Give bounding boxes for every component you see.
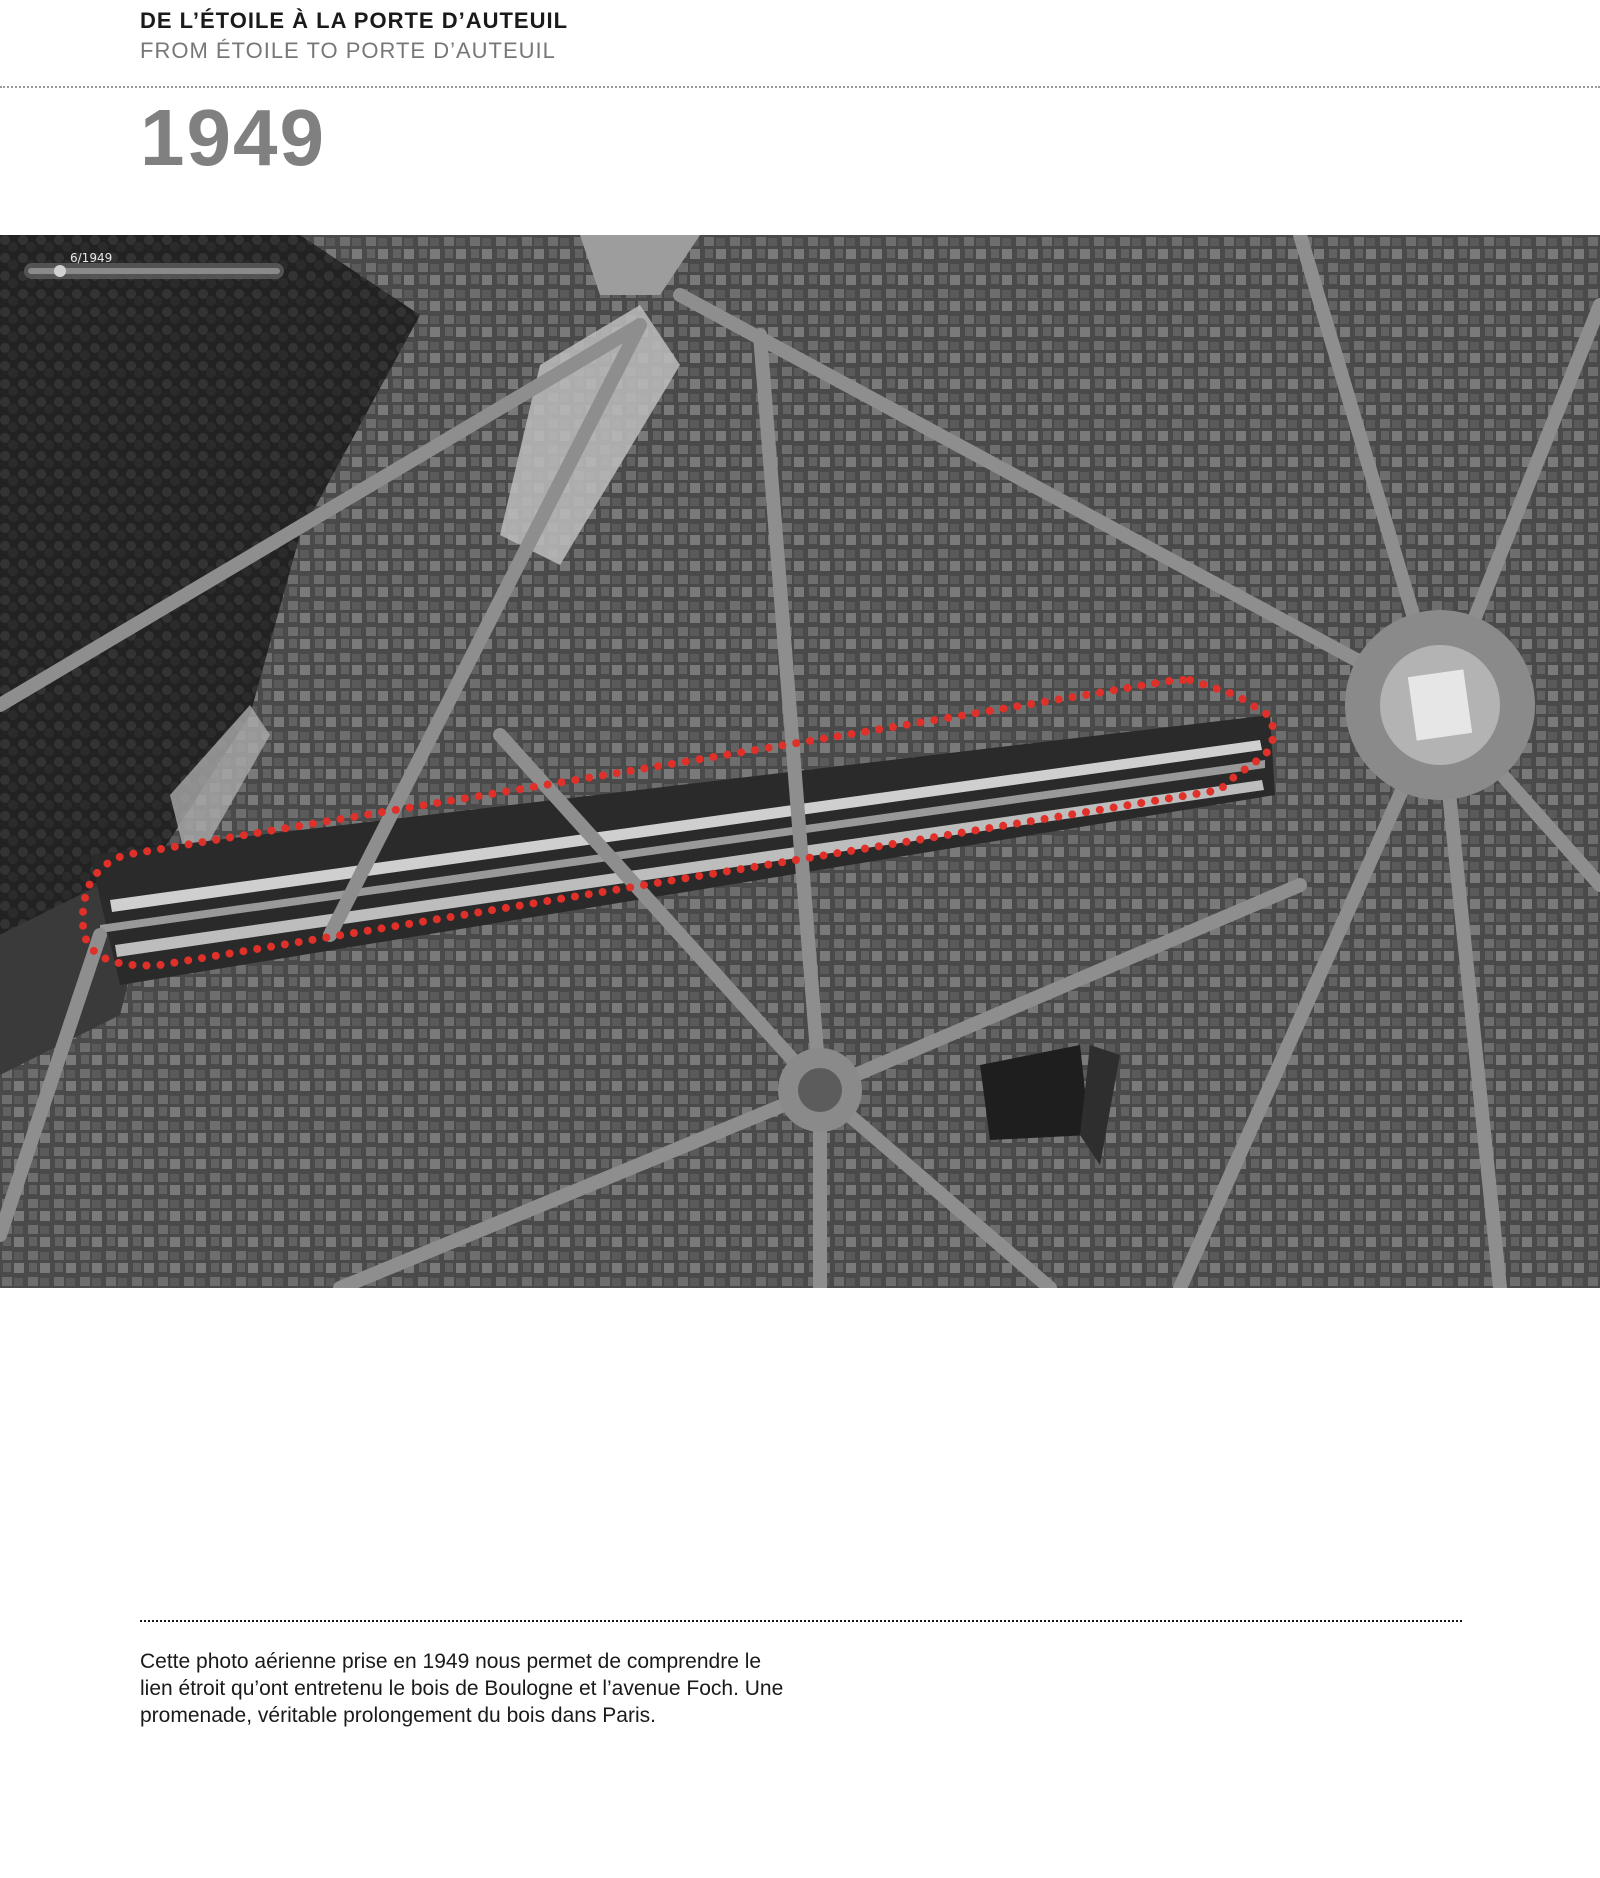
dotted-divider-top bbox=[0, 86, 1600, 88]
title-english: FROM ÉTOILE TO PORTE D’AUTEUIL bbox=[140, 38, 556, 63]
timeline-label: 6/1949 bbox=[70, 251, 113, 265]
caption-text: Cette photo aérienne prise en 1949 nous permet de comprendre le lien étroit qu’ont entretenu le bois de Boulogne et l’avenue Foch. Une promenade, véritable prolongement du bois dans Paris. bbox=[140, 1650, 784, 1727]
year-heading: 1949 bbox=[140, 93, 326, 182]
dotted-divider-bottom bbox=[140, 1620, 1462, 1622]
aerial-photo bbox=[0, 235, 1600, 1288]
timeline-handle bbox=[54, 265, 66, 277]
title-french: DE L’ÉTOILE À LA PORTE D’AUTEUIL bbox=[140, 8, 569, 33]
